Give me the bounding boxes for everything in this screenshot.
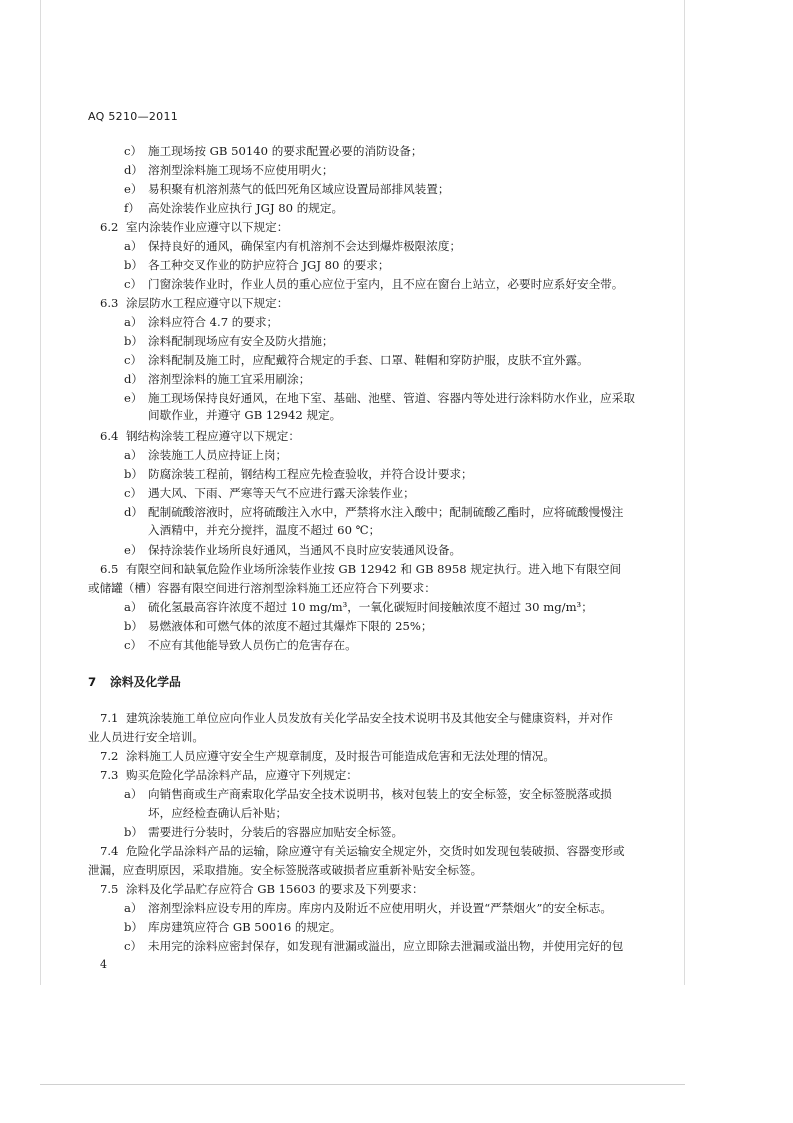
item-label: d）: [124, 372, 144, 386]
clause-text: 涂料及化学品贮存应符合 GB 15603 的要求及下列要求：: [126, 882, 424, 896]
clause-text: 泄漏，应查明原因，采取措施。安全标签脱落或破损者应重新补贴安全标签。: [88, 863, 483, 877]
clause-7-5-c: [124, 938, 623, 954]
clause-7-3-a-cont: [148, 805, 287, 821]
item-text: 溶剂型涂料施工现场不应使用明火；: [148, 163, 334, 177]
item-label: e）: [124, 391, 143, 405]
clause-6-4-d-cont: [148, 522, 380, 538]
clause-6-3-c: [124, 352, 589, 368]
clause-number: 7.4: [100, 844, 119, 858]
clause-6-2-a: [124, 238, 461, 254]
item-label: a）: [124, 315, 143, 329]
item-text: 涂料配制现场应有安全及防火措施；: [148, 334, 334, 348]
item-label: b）: [124, 467, 144, 481]
clause-6-4-b: [124, 466, 473, 482]
section-title: 涂料及化学品: [110, 675, 181, 689]
item-text: 涂料配制及施工时，应配戴符合规定的手套、口罩、鞋帽和穿防护服，皮肤不宜外露。: [148, 353, 589, 367]
item-text: 施工现场按 GB 50140 的要求配置必要的消防设备；: [148, 144, 423, 158]
item-label: c）: [124, 144, 143, 158]
left-margin-rule: [40, 0, 41, 985]
section-7-heading: [88, 674, 181, 690]
clause-7-3-a: [124, 786, 612, 802]
item-label: a）: [124, 901, 143, 915]
clause-6-4-d: [124, 504, 623, 520]
clause-number: 7.1: [100, 711, 119, 725]
clause-number: 7.3: [100, 768, 119, 782]
clause-text: 危险化学品涂料产品的运输，除应遵守有关运输安全规定外，交货时如发现包装破损、容器变形或: [126, 844, 625, 858]
clause-text: 建筑涂装施工单位应向作业人员发放有关化学品安全技术说明书及其他安全与健康资料，并对作: [126, 711, 613, 725]
standard-code: AQ 5210—2011: [88, 110, 179, 123]
item-text: 配制硫酸溶液时，应将硫酸注入水中，严禁将水注入酸中；配制硫酸乙酯时，应将硫酸慢慢注: [148, 505, 624, 519]
item-text: 溶剂型涂料的施工宜采用刷涂；: [148, 372, 311, 386]
item-text: 硫化氢最高容许浓度不超过 10 mg/m³，一氧化碳短时间接触浓度不超过 30 mg/m³；: [148, 600, 593, 614]
item-label: c）: [124, 638, 143, 652]
clause-6-4-c: [124, 485, 415, 501]
item-label: a）: [124, 600, 143, 614]
item-label: a）: [124, 448, 143, 462]
item-text: 不应有其他能导致人员伤亡的危害存在。: [148, 638, 357, 652]
clause-6-1-d: [124, 162, 334, 178]
clause-6-5-a: [124, 599, 593, 615]
clause-6-3-a: [124, 314, 278, 330]
item-text: 易积聚有机溶剂蒸气的低凹死角区域应设置局部排风装置；: [148, 182, 450, 196]
clause-6-5-b: [124, 618, 433, 634]
item-text: 未用完的涂料应密封保存，如发现有泄漏或溢出，应立即除去泄漏或溢出物，并使用完好的包: [148, 939, 624, 953]
clause-6-3-e-cont: [148, 407, 341, 423]
clause-text: 室内涂装作业应遵守以下规定：: [126, 220, 289, 234]
item-text: 库房建筑应符合 GB 50016 的规定。: [148, 920, 342, 934]
clause-7-3-b: [124, 824, 403, 840]
clause-6-1-e: [124, 181, 449, 197]
item-label: b）: [124, 258, 144, 272]
clause-6-2-c: [124, 276, 623, 292]
clause-number: 7.5: [100, 882, 119, 896]
item-text: 遇大风、下雨、严寒等天气不应进行露天涂装作业；: [148, 486, 415, 500]
clause-6-5-c: [124, 637, 357, 653]
item-label: d）: [124, 163, 144, 177]
item-text: 高处涂装作业应执行 JGJ 80 的规定。: [148, 201, 344, 215]
clause-7-1: [100, 710, 613, 726]
item-text: 入酒精中，并充分搅拌，温度不超过 60 ℃；: [148, 523, 381, 537]
clause-6-1-c: [124, 143, 422, 159]
clause-6-4: [100, 428, 300, 444]
clause-text: 购买危险化学品涂料产品，应遵守下列规定：: [126, 768, 358, 782]
clause-7-5-b: [124, 919, 341, 935]
item-text: 保持涂装作业场所良好通风，当通风不良时应安装通风设备。: [148, 543, 462, 557]
clause-6-1-f: [124, 200, 343, 216]
clause-6-5: [100, 561, 621, 577]
clause-text: 钢结构涂装工程应遵守以下规定：: [126, 429, 300, 443]
page-number: 4: [100, 958, 107, 971]
item-label: d）: [124, 505, 144, 519]
clause-7-5: [100, 881, 424, 897]
clause-7-4-cont: [88, 862, 482, 878]
clause-7-5-a: [124, 900, 612, 916]
item-text: 涂装施工人员应持证上岗；: [148, 448, 288, 462]
bottom-rule: [40, 1084, 685, 1085]
right-margin-rule: [684, 0, 685, 985]
item-text: 各工种交叉作业的防护应符合 JGJ 80 的要求；: [148, 258, 390, 272]
item-label: c）: [124, 486, 143, 500]
item-text: 防腐涂装工程前，钢结构工程应先检查验收，并符合设计要求；: [148, 467, 473, 481]
clause-number: 7.2: [100, 749, 119, 763]
item-label: e）: [124, 182, 143, 196]
clause-number: 6.5: [100, 562, 119, 576]
item-text: 保持良好的通风，确保室内有机溶剂不会达到爆炸极限浓度；: [148, 239, 462, 253]
clause-number: 6.4: [100, 429, 119, 443]
clause-number: 6.3: [100, 296, 119, 310]
clause-7-1-cont: [88, 729, 204, 745]
item-label: b）: [124, 619, 144, 633]
item-text: 向销售商或生产商索取化学品安全技术说明书，核对包装上的安全标签，安全标签脱落或损: [148, 787, 612, 801]
clause-text: 业人员进行安全培训。: [88, 730, 204, 744]
clause-6-3-e: [124, 390, 635, 406]
clause-6-5-cont: [88, 580, 436, 596]
item-text: 施工现场保持良好通风，在地下室、基础、池壁、管道、容器内等处进行涂料防水作业，应采取: [148, 391, 635, 405]
item-label: c）: [124, 353, 143, 367]
item-text: 溶剂型涂料应设专用的库房。库房内及附近不应使用明火，并设置“严禁烟火”的安全标志。: [148, 901, 613, 915]
clause-7-3: [100, 767, 358, 783]
clause-6-4-e: [124, 542, 461, 558]
item-label: a）: [124, 787, 143, 801]
clause-7-4: [100, 843, 625, 859]
clause-6-4-a: [124, 447, 287, 463]
section-number: 7: [88, 675, 97, 689]
item-label: e）: [124, 543, 143, 557]
clause-7-2: [100, 748, 555, 764]
clause-text: 涂层防水工程应遵守以下规定：: [126, 296, 289, 310]
item-label: b）: [124, 825, 144, 839]
clause-6-2-b: [124, 257, 389, 273]
item-label: a）: [124, 239, 143, 253]
item-label: f）: [124, 201, 140, 215]
clause-6-3: [100, 295, 288, 311]
clause-number: 6.2: [100, 220, 119, 234]
item-label: c）: [124, 939, 143, 953]
item-label: b）: [124, 334, 144, 348]
clause-text: 有限空间和缺氧危险作业场所涂装作业按 GB 12942 和 GB 8958 规定执行。进入地下有限空间: [126, 562, 622, 576]
item-text: 涂料应符合 4.7 的要求；: [148, 315, 279, 329]
item-text: 易燃液体和可燃气体的浓度不超过其爆炸下限的 25%；: [148, 619, 433, 633]
item-text: 需要进行分装时，分装后的容器应加贴安全标签。: [148, 825, 404, 839]
item-label: c）: [124, 277, 143, 291]
item-text: 坏，应经检查确认后补贴；: [148, 806, 288, 820]
item-label: b）: [124, 920, 144, 934]
item-text: 门窗涂装作业时，作业人员的重心应位于室内，且不应在窗台上站立，必要时应系好安全带。: [148, 277, 624, 291]
clause-text: 或储罐（槽）容器有限空间进行溶剂型涂料施工还应符合下列要求：: [88, 581, 436, 595]
clause-6-2: [100, 219, 288, 235]
item-text: 间歇作业，并遵守 GB 12942 规定。: [148, 408, 342, 422]
clause-text: 涂料施工人员应遵守安全生产规章制度，及时报告可能造成危害和无法处理的情况。: [126, 749, 555, 763]
clause-6-3-b: [124, 333, 334, 349]
clause-6-3-d: [124, 371, 310, 387]
